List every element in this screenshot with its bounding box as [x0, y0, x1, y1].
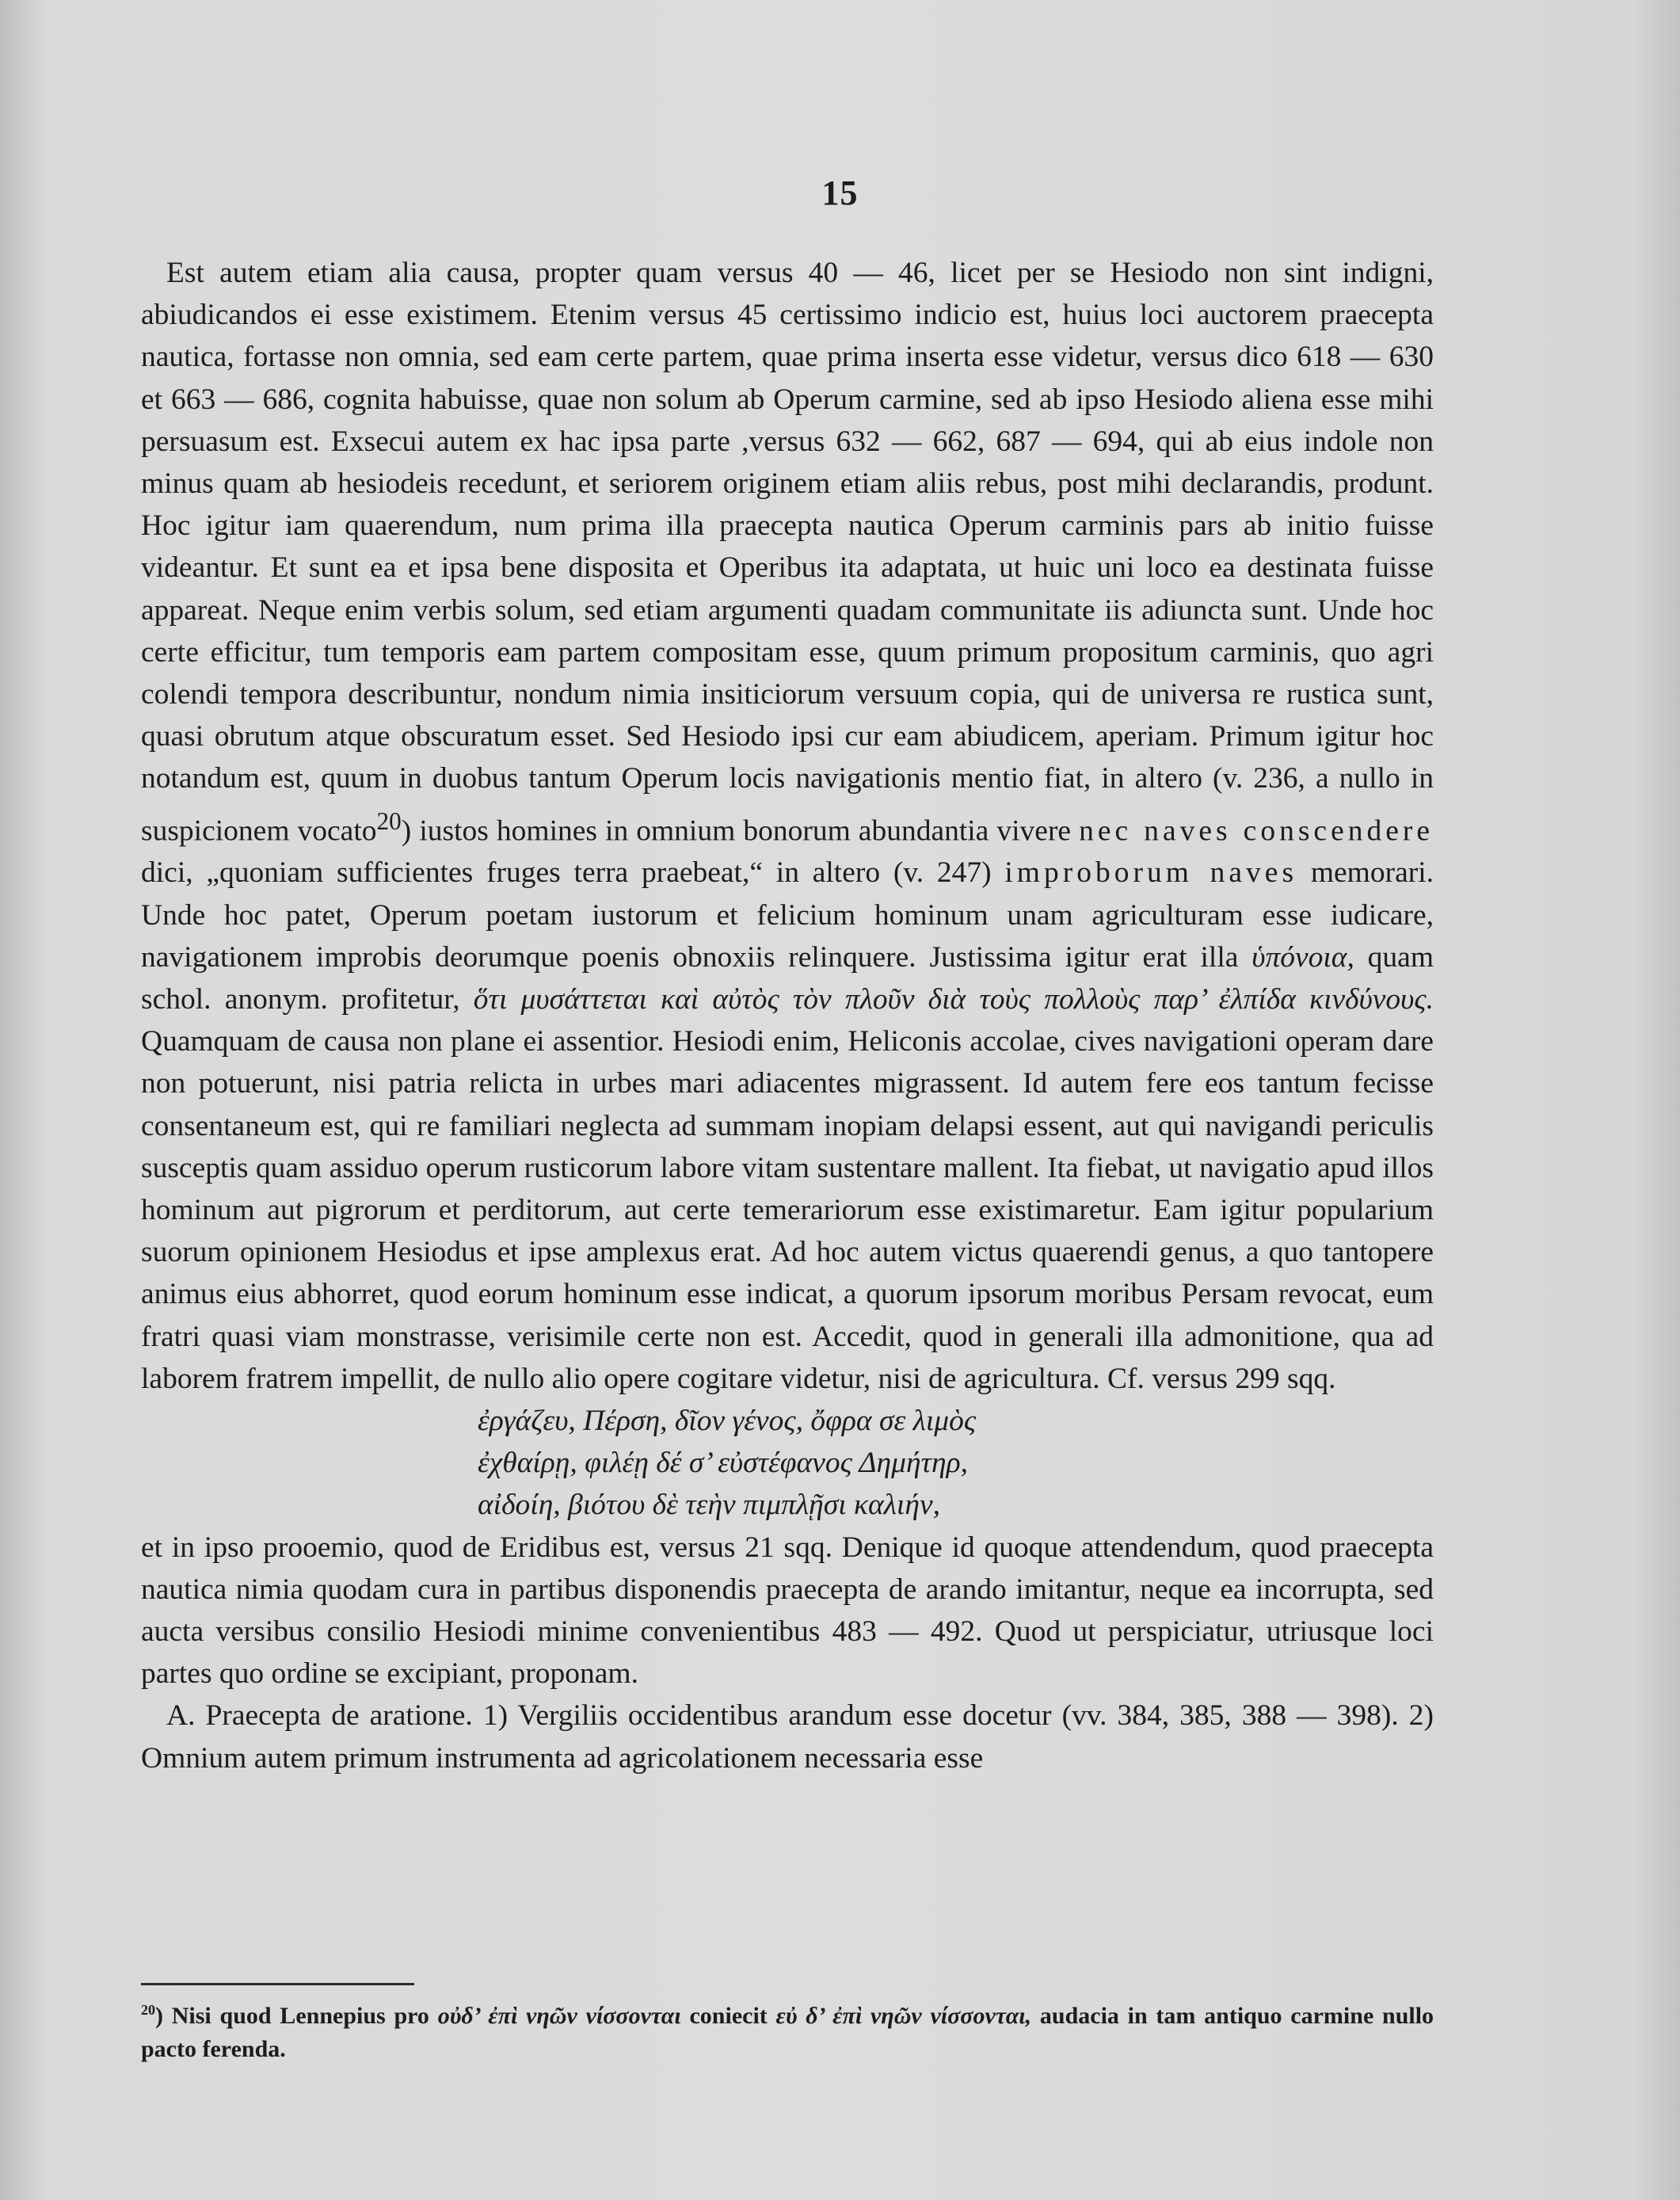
spaced-emphasis: nec naves conscendere — [1079, 814, 1434, 848]
text-run: dici, „quoniam sufficientes fruges terra praebeat,“ in altero (v. 247) — [141, 856, 992, 890]
text-run: quam schol. anonym. profitetur, — [141, 940, 1434, 1016]
text-run: memorari. Unde hoc patet, Operum poetam iustorum et felicium hominum unam agriculturam esse iudicare, navigationem improbis deorumque poenis obnoxiis relinquere. Justissima igitur erat illa — [141, 856, 1434, 974]
greek-verse-block — [141, 1400, 1434, 1527]
footnote-greek: οὐδ’ ἐπὶ νηῶν νίσσονται — [437, 2003, 681, 2029]
footnote-marker: 20 — [141, 2002, 155, 2018]
spaced-emphasis: improborum naves — [1004, 856, 1298, 890]
footnote-text: ) Nisi quod Lennepius pro — [155, 2003, 429, 2029]
footnote-ref[interactable]: 20 — [376, 806, 402, 835]
footnote-text: audacia in tam antiquo carmine nullo pacto ferenda. — [141, 2003, 1434, 2062]
greek-quote: ὅτι μυσάττεται καὶ αὐτὸς τὸν πλοῦν διὰ τοὺς πολλοὺς παρ’ ἐλπίδα κινδύνους. — [473, 982, 1434, 1016]
page-number: 15 — [821, 173, 859, 212]
verse-line: ἐργάζευ, Πέρση, δῖον γένος, ὄφρα σε λιμὸς — [478, 1404, 977, 1437]
footnote-text: coniecit — [689, 2003, 768, 2029]
greek-quote: ὑπόνοια, — [1251, 940, 1354, 974]
paragraph-section-a: A. Praecepta de aratione. 1) Vergiliis occidentibus arandum esse docetur (vv. 384, 385, 388 — 398). 2) Omnium autem primum instrumenta ad agricolationem necessaria esse — [141, 1699, 1434, 1775]
footnote-rule — [141, 1983, 414, 1985]
paragraph-after-verses: et in ipso prooemio, quod de Eridibus est, versus 21 sqq. Denique id quoque attendendum, quod praecepta nautica nimia quodam cura in partibus disponendis praecepta de arando imitantur, neque ea incorrupta, sed aucta versibus consilio Hesiodi minime convenientibus 483 — 492. Quod ut perspiciatur, utriusque loci partes quo ordine se excipiant, proponam. — [141, 1531, 1434, 1691]
verse-line: αἰδοίη, βιότου δὲ τεὴν πιμπλῇσι καλιήν, — [478, 1489, 940, 1522]
text-run: ) iustos homines in omnium bonorum abundantia vivere — [401, 814, 1072, 848]
footnote — [141, 1993, 1434, 2066]
paragraph-main — [141, 252, 1434, 1400]
main-text — [141, 252, 1434, 1779]
verse-line: ἐχθαίρῃ, φιλέῃ δέ σ’ εὐστέφανος Δημήτηρ, — [478, 1447, 968, 1480]
text-run: Quamquam de causa non plane ei assentior. Hesiodi enim, Heliconis accolae, cives navigationi operam dare non potuerunt, nisi patria relicta in urbes mari adiacentes migrassent. Id autem fere eos tantum fecisse consentaneum est, qui re familiari neglecta ad summam inopiam delapsi essent, aut qui navigandi periculis susceptis quam assiduo operum rusticorum labore vitam sustentare mallent. Ita fiebat, ut navigatio apud illos hominum aut pigrorum et perditorum, aut certe temerariorum esse existimaretur. Eam igitur popularium suorum opinionem Hesiodus et ipse amplexus erat. Ad hoc autem victus quaerendi genus, a quo tantopere animus eius abhorret, quod eorum hominum esse indicat, a quorum ipsorum moribus Persam revocat, eum fratri quasi viam monstrasse, verisimile certe non est. Accedit, quod in generali illa admonitione, qua ad laborem fratrem impellit, de nullo alio opere cogitare videtur, nisi de agricultura. Cf. versus 299 sqq. — [141, 1025, 1434, 1395]
footnote-greek: εὐ δ’ ἐπὶ νηῶν νίσσονται, — [775, 2003, 1032, 2029]
text-run: Est autem etiam alia causa, propter quam versus 40 — 46, licet per se Hesiodo non sint indigni, abiudicandos ei esse existimem. Etenim versus 45 certissimo indicio est, huius loci auctorem praecepta nautica, fortasse non omnia, sed eam certe partem, quae prima inserta esse videtur, versus dico 618 — 630 et 663 — 686, cognita habuisse, quae non solum ab Operum carmine, sed ab ipso Hesiodo aliena esse mihi persuasum est. Exsecui autem ex hac ipsa parte ,versus 632 — 662, 687 — 694, qui ab eius indole non minus quam ab hesiodeis recedunt, et seriorem originem etiam aliis rebus, post mihi declarandis, produnt. Hoc igitur iam quaerendum, num prima illa praecepta nautica Operum carminis pars ab initio fuisse videantur. Et sunt ea et ipsa bene disposita et Operibus ita adaptata, ut huic uni loco ea destinata fuisse appareat. Neque enim verbis solum, sed etiam argumenti quadam communitate iis adiuncta sunt. Unde hoc certe efficitur, tum temporis eam partem compositam esse, quum primum propositum carminis, quo agri colendi tempora describuntur, nondum nimia insiticiorum versuum copia, qui de universa re rustica sunt, quasi obrutum atque obscuratum esset. Sed Hesiodo ipsi cur eam abiudicem, aperiam. Primum igitur hoc notandum est, quum in duobus tantum Operum locis navigationis mentio fiat, in altero (v. 236, a nullo in suspicionem vocato — [141, 257, 1434, 848]
